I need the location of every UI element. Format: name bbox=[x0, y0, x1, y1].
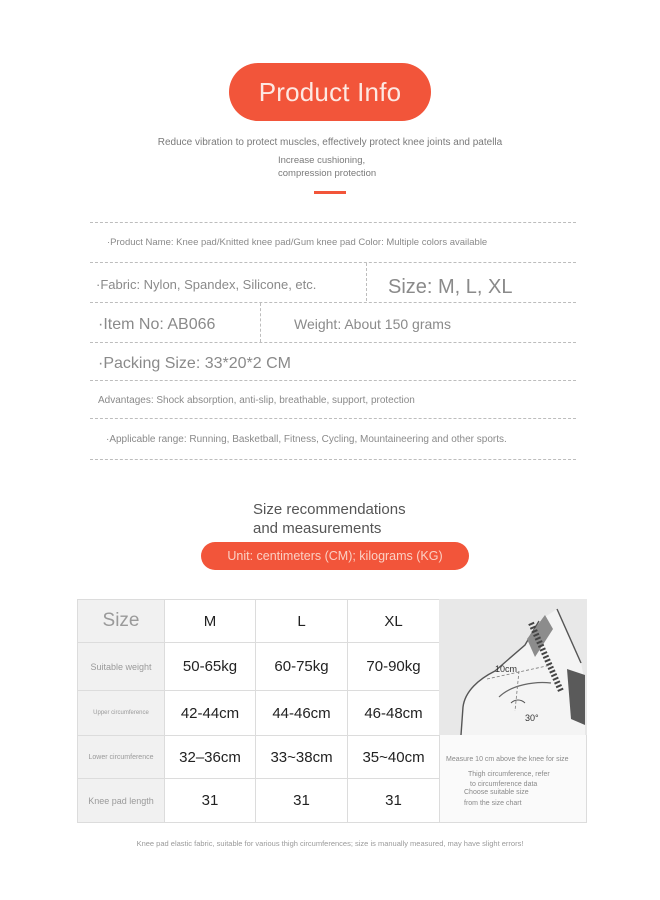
angle-label: 30° bbox=[525, 713, 539, 723]
note-size-chart: from the size chart bbox=[464, 800, 522, 807]
row-label: Upper circumference bbox=[78, 691, 165, 736]
divider bbox=[260, 303, 261, 342]
table-header-row bbox=[78, 600, 440, 643]
note-circumference: to circumference data bbox=[470, 781, 538, 788]
table-cell: 70-90kg bbox=[348, 643, 440, 691]
divider bbox=[90, 380, 576, 381]
table-cell: 33~38cm bbox=[256, 736, 348, 779]
table-cell: 32–36cm bbox=[165, 736, 256, 779]
packing-size-text: ·Packing Size: 33*20*2 CM bbox=[98, 355, 291, 372]
measure-label: 10cm bbox=[495, 664, 518, 674]
subtitle-line-2: compression protection bbox=[278, 168, 377, 179]
size-text: Size: M, L, XL bbox=[388, 276, 513, 298]
note-thigh: Thigh circumference, refer bbox=[468, 771, 550, 778]
subtitle-secondary bbox=[278, 154, 376, 180]
row-label: Knee pad length bbox=[78, 779, 165, 823]
unit-badge: Unit: centimeters (CM); kilograms (KG) bbox=[201, 542, 469, 570]
divider bbox=[90, 342, 576, 343]
divider bbox=[90, 418, 576, 419]
header-xl: XL bbox=[348, 600, 440, 643]
note-choose: Choose suitable size bbox=[464, 789, 529, 796]
header-size: Size bbox=[78, 600, 165, 643]
table-row bbox=[78, 691, 440, 736]
size-heading-line-1: Size recommendations bbox=[253, 501, 406, 518]
measurement-notes bbox=[439, 735, 587, 823]
table-row bbox=[78, 736, 440, 779]
product-info-title: Product Info bbox=[229, 63, 431, 121]
footer-note: Knee pad elastic fabric, suitable for various thigh circumferences; size is manually measured, may have slight errors! bbox=[136, 839, 524, 848]
divider bbox=[90, 302, 576, 303]
row-label: Suitable weight bbox=[78, 643, 165, 691]
fabric-text: ·Fabric: Nylon, Spandex, Silicone, etc. bbox=[96, 277, 317, 292]
table-cell: 31 bbox=[256, 779, 348, 823]
table-cell: 46-48cm bbox=[348, 691, 440, 736]
advantages-text: Advantages: Shock absorption, anti-slip, breathable, support, protection bbox=[98, 395, 415, 406]
applicable-range-text: ·Applicable range: Running, Basketball, Fitness, Cycling, Mountaineering and other sports. bbox=[106, 434, 507, 445]
accent-divider bbox=[314, 191, 346, 194]
header-m: M bbox=[165, 600, 256, 643]
table-cell: 42-44cm bbox=[165, 691, 256, 736]
product-name-text: ·Product Name: Knee pad/Knitted knee pad/Gum knee pad Color: Multiple colors available bbox=[107, 237, 488, 248]
table-cell: 31 bbox=[165, 779, 256, 823]
divider bbox=[90, 459, 576, 460]
note-measure: Measure 10 cm above the knee for size bbox=[446, 756, 569, 763]
size-heading-line-2: and measurements bbox=[253, 520, 382, 537]
divider bbox=[366, 263, 367, 301]
knee-outline-illustration bbox=[439, 599, 587, 735]
table-row bbox=[78, 643, 440, 691]
divider bbox=[90, 222, 576, 223]
subtitle-line-1: Increase cushioning, bbox=[278, 155, 366, 166]
size-table bbox=[77, 599, 440, 823]
table-cell: 31 bbox=[348, 779, 440, 823]
item-number-text: ·Item No: AB066 bbox=[98, 316, 216, 333]
knee-measurement-diagram bbox=[439, 599, 587, 735]
row-label: Lower circumference bbox=[78, 736, 165, 779]
size-heading bbox=[253, 500, 406, 538]
divider bbox=[90, 262, 576, 263]
weight-text: Weight: About 150 grams bbox=[294, 316, 451, 332]
subtitle: Reduce vibration to protect muscles, effectively protect knee joints and patella bbox=[157, 137, 503, 148]
table-row bbox=[78, 779, 440, 823]
header-l: L bbox=[256, 600, 348, 643]
table-cell: 35~40cm bbox=[348, 736, 440, 779]
table-cell: 60-75kg bbox=[256, 643, 348, 691]
table-cell: 50-65kg bbox=[165, 643, 256, 691]
table-cell: 44-46cm bbox=[256, 691, 348, 736]
